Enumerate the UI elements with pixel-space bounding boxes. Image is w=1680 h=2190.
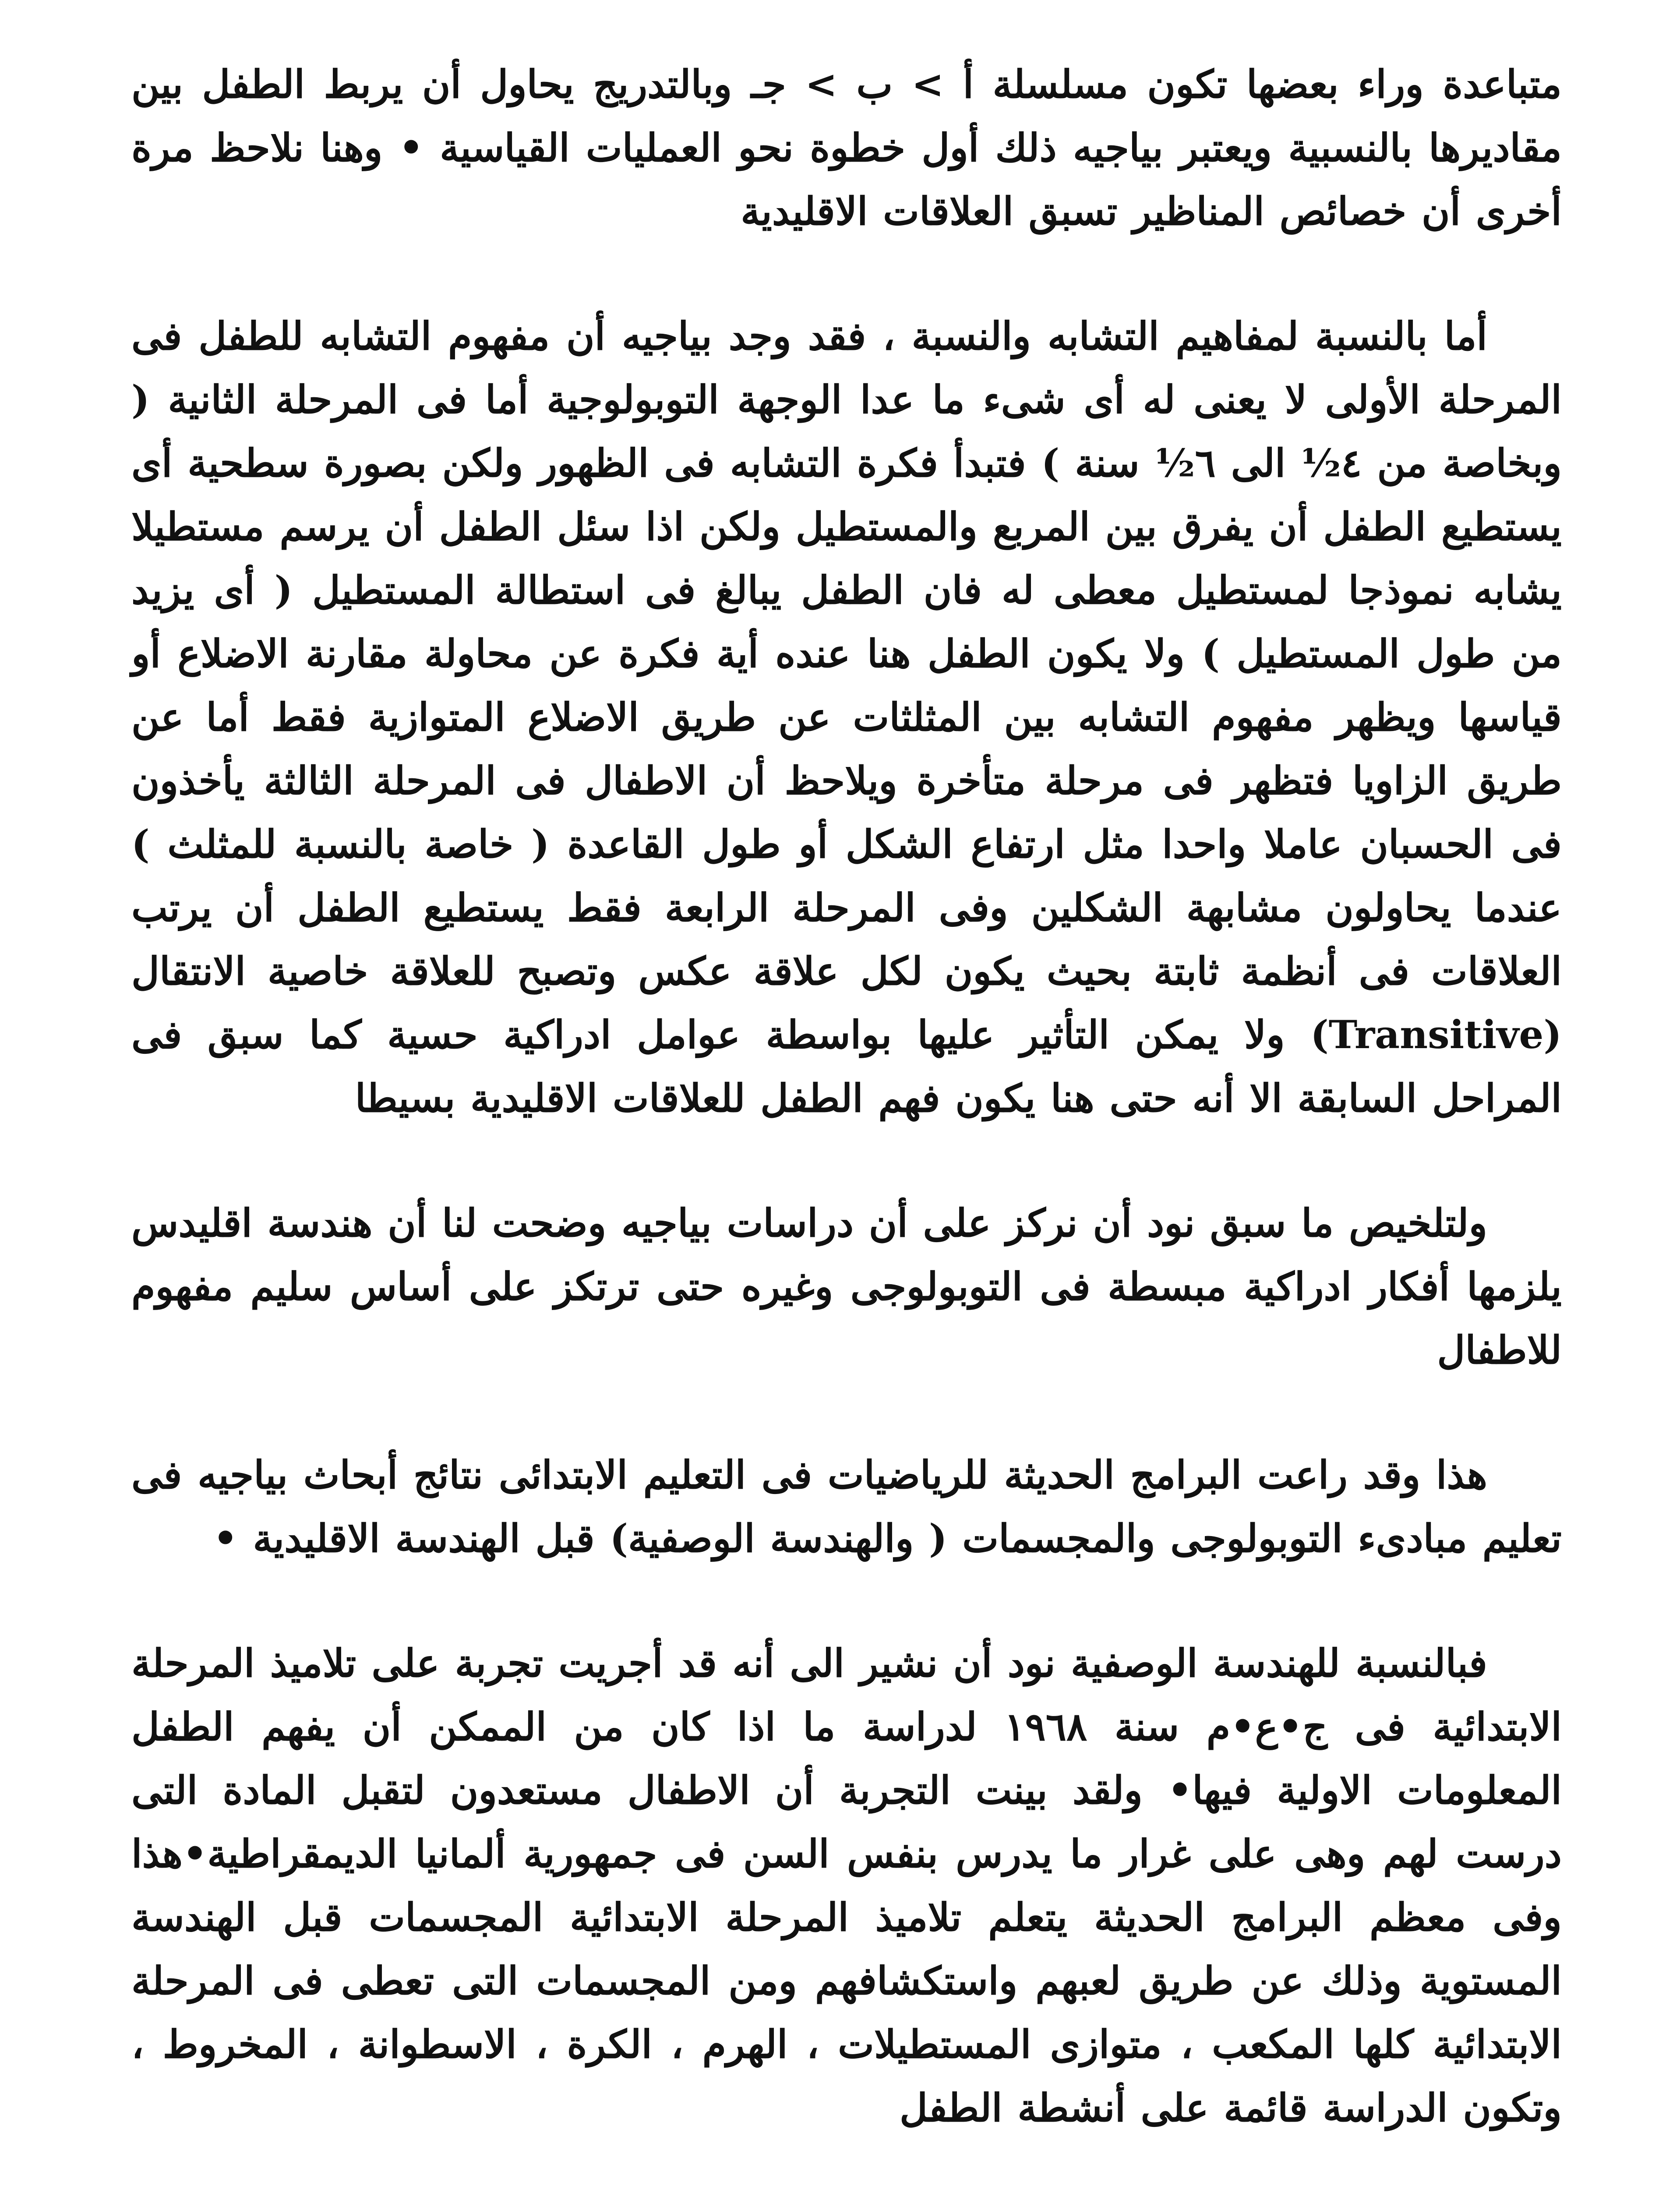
paragraph-modern-programs: هذا وقد راعت البرامج الحديثة للرياضيات فى التعليم الابتدائى نتائج أبحاث بياجيه فى تعليم مبادىء التوبولوجى والمجسمات ( والهندسة الوصفية) قبل الهندسة الاقليدية • xyxy=(131,1452,1562,1561)
body-text xyxy=(131,53,1562,2140)
paragraph-summary: ولتلخيص ما سبق نود أن نركز على أن دراسات بياجيه وضحت لنا أن هندسة اقليدس يلزمها أفكار ادراكية مبسطة فى التوبولوجى وغيره حتى ترتكز على أساس سليم مفهوم للاطفال xyxy=(131,1200,1562,1373)
paragraph-continuation: متباعدة وراء بعضها تكون مسلسلة أ > ب > جـ وبالتدريج يحاول أن يربط الطفل بين مقاديرها بالنسبية ويعتبر بياجيه ذلك أول خطوة نحو العمليات القياسية • وهنا نلاحظ مرة أخرى أن خصائص المناظير تسبق العلاقات الاقليدية xyxy=(131,61,1562,234)
paragraph-similarity-ratio: أما بالنسبة لمفاهيم التشابه والنسبة ، فقد وجد بياجيه أن مفهوم التشابه للطفل فى المرحلة الأولى لا يعنى له أى شىء ما عدا الوجهة التوبولوجية أما فى المرحلة الثانية ( وبخاصة من ٤½ الى ٦½ سنة ) فتبدأ فكرة التشابه فى الظهور ولكن بصورة سطحية أى يستطيع الطفل أن يفرق بين المربع والمستطيل ولكن اذا سئل الطفل أن يرسم مستطيلا يشابه نموذجا لمستطيل معطى له فان الطفل يبالغ فى استطالة المستطيل ( أى يزيد من طول المستطيل ) ولا يكون الطفل هنا عنده أية فكرة عن محاولة مقارنة الاضلاع أو قياسها ويظهر مفهوم التشابه بين المثلثات عن طريق الاضلاع المتوازية فقط أما عن طريق الزاويا فتظهر فى مرحلة متأخرة ويلاحظ أن الاطفال فى المرحلة الثالثة يأخذون فى الحسبان عاملا واحدا مثل ارتفاع الشكل أو طول القاعدة ( خاصة بالنسبة للمثلث ) عندما يحاولون مشابهة الشكلين وفى المرحلة الرابعة فقط يستطيع الطفل أن يرتب العلاقات فى أنظمة ثابتة بحيث يكون لكل علاقة عكس وتصبح للعلاقة خاصية الانتقال (Transitive) ولا يمكن التأثير عليها بواسطة عوامل ادراكية حسية كما سبق فى المراحل السابقة الا أنه حتى هنا يكون فهم الطفل للعلاقات الاقليدية بسيطا xyxy=(131,313,1562,1121)
paragraph-descriptive-geometry: فبالنسبة للهندسة الوصفية نود أن نشير الى أنه قد أجريت تجربة على تلاميذ المرحلة الابتدائية فى ج•ع•م سنة ١٩٦٨ لدراسة ما اذا كان من الممكن أن يفهم الطفل المعلومات الاولية فيها• ولقد بينت التجربة أن الاطفال مستعدون لتقبل المادة التى درست لهم وهى على غرار ما يدرس بنفس السن فى جمهورية ألمانيا الديمقراطية•هذا وفى معظم البرامج الحديثة يتعلم تلاميذ المرحلة الابتدائية المجسمات قبل الهندسة المستوية وذلك عن طريق لعبهم واستكشافهم ومن المجسمات التى تعطى فى المرحلة الابتدائية كلها المكعب ، متوازى المستطيلات ، الهرم ، الكرة ، الاسطوانة ، المخروط ، وتكون الدراسة قائمة على أنشطة الطفل xyxy=(131,1640,1562,2130)
